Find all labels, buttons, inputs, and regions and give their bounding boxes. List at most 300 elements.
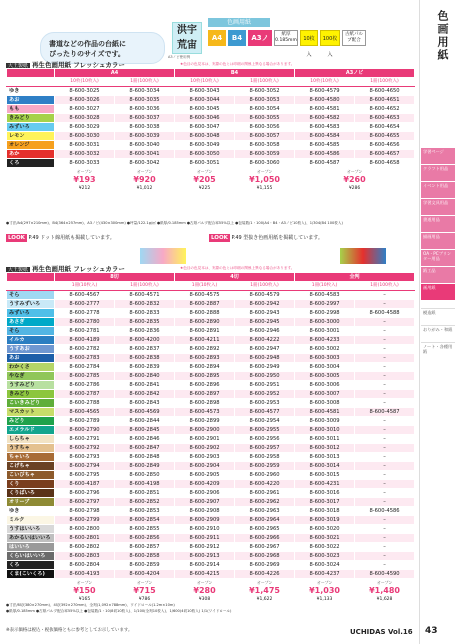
table1 bbox=[6, 68, 415, 193]
table1-color-4: みずいろ bbox=[7, 123, 55, 132]
table2-color-18: ちゃいろ bbox=[7, 453, 55, 462]
table1-code-5-4: 8-600-4584 bbox=[295, 132, 355, 141]
table1-code-8-0: 8-600-3033 bbox=[55, 159, 115, 168]
table-row bbox=[7, 327, 415, 336]
table2-code-10-4: 8-600-3006 bbox=[295, 381, 355, 390]
table2-color-19: こげちゃ bbox=[7, 462, 55, 471]
table-row bbox=[7, 123, 415, 132]
table1-open-2: オープン bbox=[196, 169, 213, 174]
table-row bbox=[7, 498, 415, 507]
table2-code-9-2: 8-600-2895 bbox=[175, 372, 235, 381]
table1-code-2-1: 8-600-3036 bbox=[115, 105, 175, 114]
table1-code-3-5: 8-600-4653 bbox=[355, 114, 415, 123]
table2-code-4-5: – bbox=[355, 327, 415, 336]
size-b4: B4 bbox=[228, 30, 246, 46]
table2-code-30-2: 8-600-2914 bbox=[175, 561, 235, 570]
table2-pack-1-0: 1冊(10枚入) bbox=[175, 282, 235, 291]
table2-code-20-3: 8-600-2960 bbox=[235, 471, 295, 480]
table2-code-4-1: 8-600-2836 bbox=[115, 327, 175, 336]
table2-code-14-3: 8-600-2954 bbox=[235, 417, 295, 426]
table2-code-27-0: 8-600-2801 bbox=[55, 534, 115, 543]
table1-code-0-2: 8-600-3043 bbox=[175, 87, 235, 96]
table1-price-val-3: ¥1,050 bbox=[249, 175, 280, 184]
table2-open-1: オープン bbox=[136, 580, 153, 585]
table2-code-5-2: 8-600-4211 bbox=[175, 336, 235, 345]
table2-code-8-5: – bbox=[355, 363, 415, 372]
table-row bbox=[7, 150, 415, 159]
table2-code-5-3: 8-600-4222 bbox=[235, 336, 295, 345]
table2-code-11-2: 8-600-2897 bbox=[175, 390, 235, 399]
table2-code-27-1: 8-600-2856 bbox=[115, 534, 175, 543]
table1-price-val-1: ¥920 bbox=[133, 175, 156, 184]
table-row bbox=[7, 534, 415, 543]
table-row bbox=[7, 426, 415, 435]
table-row bbox=[7, 417, 415, 426]
table2-color-23: オリーブ bbox=[7, 498, 55, 507]
table2-code-5-0: 8-600-4189 bbox=[55, 336, 115, 345]
table1-code-1-2: 8-600-3044 bbox=[175, 96, 235, 105]
table2-color-2: みずいろ bbox=[7, 309, 55, 318]
table2-price-1 bbox=[115, 579, 175, 604]
table2-corner bbox=[7, 273, 55, 282]
table-row bbox=[7, 390, 415, 399]
table2-code-1-4: 8-600-2997 bbox=[295, 300, 355, 309]
table1-code-4-5: 8-600-4654 bbox=[355, 123, 415, 132]
table2-code-10-5: – bbox=[355, 381, 415, 390]
table2-code-17-5: – bbox=[355, 444, 415, 453]
table1-size-1: B4 bbox=[175, 69, 295, 78]
table1-code-1-5: 8-600-4651 bbox=[355, 96, 415, 105]
table2-pack-2-0: 1冊(10枚入) bbox=[295, 282, 355, 291]
table-row bbox=[7, 435, 415, 444]
table2-code-1-5: – bbox=[355, 300, 415, 309]
table2-price-label bbox=[7, 579, 55, 604]
look-ref-2 bbox=[209, 234, 323, 241]
table2-code-19-3: 8-600-2959 bbox=[235, 462, 295, 471]
table2-price-inc-4: ¥1,133 bbox=[316, 597, 333, 602]
look-ref-1-text: P.49 ドット線用紙も掲載しています。 bbox=[28, 235, 115, 241]
table2-code-20-2: 8-600-2905 bbox=[175, 471, 235, 480]
table-row bbox=[7, 291, 415, 300]
table2-code-20-4: 8-600-3015 bbox=[295, 471, 355, 480]
table1-code-3-4: 8-600-4582 bbox=[295, 114, 355, 123]
table2-color-27: あかるいはいいろ bbox=[7, 534, 55, 543]
table1-code-4-1: 8-600-3038 bbox=[115, 123, 175, 132]
nav-0[interactable]: 学習ページ bbox=[421, 148, 455, 164]
table2-code-11-0: 8-600-2787 bbox=[55, 390, 115, 399]
table1-price-inc-1: ¥1,012 bbox=[136, 186, 153, 191]
table2-code-16-0: 8-600-2791 bbox=[55, 435, 115, 444]
table1-price-4 bbox=[295, 168, 415, 193]
table2-code-19-5: – bbox=[355, 462, 415, 471]
table1-code-0-3: 8-600-3052 bbox=[235, 87, 295, 96]
table2-code-19-4: 8-600-3014 bbox=[295, 462, 355, 471]
table1-code-3-2: 8-600-3046 bbox=[175, 114, 235, 123]
table1-pack-2-0: 10枚(10枚入) bbox=[295, 78, 355, 87]
table-row bbox=[7, 381, 415, 390]
table-row bbox=[7, 309, 415, 318]
table2-code-24-5: 8-600-4586 bbox=[355, 507, 415, 516]
table2-code-5-1: 8-600-4200 bbox=[115, 336, 175, 345]
table2-code-3-3: 8-600-2945 bbox=[235, 318, 295, 327]
table1-price-inc-0: ¥212 bbox=[78, 186, 91, 191]
table2-code-7-4: 8-600-3003 bbox=[295, 354, 355, 363]
table2-code-5-5: – bbox=[355, 336, 415, 345]
table2-code-2-5: 8-600-4588 bbox=[355, 309, 415, 318]
table1-code-4-4: 8-600-4583 bbox=[295, 123, 355, 132]
table2-color-20: こいびちゃ bbox=[7, 471, 55, 480]
sample-caption: A3ノビ使用例 bbox=[168, 55, 191, 59]
table2-code-21-0: 8-600-4187 bbox=[55, 480, 115, 489]
table1-name: 再生色画用紙 フレッシュカラー bbox=[32, 61, 125, 69]
table1-open-4: オープン bbox=[346, 169, 363, 174]
table2-code-29-2: 8-600-2913 bbox=[175, 552, 235, 561]
table-row bbox=[7, 141, 415, 150]
table2-code-15-5: – bbox=[355, 426, 415, 435]
table2-code-24-1: 8-600-2853 bbox=[115, 507, 175, 516]
table-row bbox=[7, 462, 415, 471]
table2-code-31-4: 8-600-4237 bbox=[295, 570, 355, 579]
table2-color-29: くらいはいいろ bbox=[7, 552, 55, 561]
table1-code-0-5: 8-600-4650 bbox=[355, 87, 415, 96]
table2-price-val-4: ¥1,030 bbox=[309, 586, 340, 595]
table2-code-9-0: 8-600-2785 bbox=[55, 372, 115, 381]
table-row bbox=[7, 114, 415, 123]
table2-code-7-0: 8-600-2783 bbox=[55, 354, 115, 363]
table2-code-7-2: 8-600-2893 bbox=[175, 354, 235, 363]
table2-code-10-1: 8-600-2841 bbox=[115, 381, 175, 390]
table2-code-28-2: 8-600-2912 bbox=[175, 543, 235, 552]
table2-code-2-4: 8-600-2998 bbox=[295, 309, 355, 318]
table2-code-19-0: 8-600-2794 bbox=[55, 462, 115, 471]
table2-code-3-5: – bbox=[355, 318, 415, 327]
table2-code-12-0: 8-600-2788 bbox=[55, 399, 115, 408]
table2-color-10: うすみどり bbox=[7, 381, 55, 390]
table1-price-val-4: ¥260 bbox=[343, 175, 366, 184]
table1-corner bbox=[7, 69, 55, 78]
table2-price-4 bbox=[295, 579, 355, 604]
table2-color-26: うすはいいろ bbox=[7, 525, 55, 534]
table2-code-15-2: 8-600-2900 bbox=[175, 426, 235, 435]
table2-color-8: わかくさ bbox=[7, 363, 55, 372]
table1-code-7-2: 8-600-3050 bbox=[175, 150, 235, 159]
table2-code-2-3: 8-600-2943 bbox=[235, 309, 295, 318]
table2-code-21-5: – bbox=[355, 480, 415, 489]
table2-code-2-1: 8-600-2833 bbox=[115, 309, 175, 318]
table1-code-5-3: 8-600-3057 bbox=[235, 132, 295, 141]
nav-5[interactable]: 描画用品 bbox=[421, 233, 455, 249]
table2-code-0-0: 8-600-4567 bbox=[55, 291, 115, 300]
table-row bbox=[7, 552, 415, 561]
table1-code-5-5: 8-600-4655 bbox=[355, 132, 415, 141]
table1-color-5: レモン bbox=[7, 132, 55, 141]
table2-code-29-3: 8-600-2968 bbox=[235, 552, 295, 561]
table2-code-8-1: 8-600-2839 bbox=[115, 363, 175, 372]
nav-7[interactable]: 紙工品 bbox=[421, 267, 455, 283]
table2-code-2-0: 8-600-2778 bbox=[55, 309, 115, 318]
table1-code-7-4: 8-600-4586 bbox=[295, 150, 355, 159]
table1-code-1-0: 8-600-3026 bbox=[55, 96, 115, 105]
table1-code-2-3: 8-600-3054 bbox=[235, 105, 295, 114]
table1-code-7-0: 8-600-3032 bbox=[55, 150, 115, 159]
table2-code-28-0: 8-600-2802 bbox=[55, 543, 115, 552]
table1-price-2 bbox=[175, 168, 235, 193]
table1-code-5-0: 8-600-3030 bbox=[55, 132, 115, 141]
table-row bbox=[7, 507, 415, 516]
table2-color-31: くま(こいくろ) bbox=[7, 570, 55, 579]
table2-code-3-4: 8-600-3000 bbox=[295, 318, 355, 327]
table1-code-5-2: 8-600-3048 bbox=[175, 132, 235, 141]
table2-code-18-1: 8-600-2848 bbox=[115, 453, 175, 462]
table2-code-12-4: 8-600-3008 bbox=[295, 399, 355, 408]
table1-price-label bbox=[7, 168, 55, 193]
table2-code-6-0: 8-600-2782 bbox=[55, 345, 115, 354]
table1-pack-0-1: 1冊(100枚入) bbox=[115, 78, 175, 87]
table2-code-17-1: 8-600-2847 bbox=[115, 444, 175, 453]
table2-price-val-0: ¥150 bbox=[73, 586, 96, 595]
table2-color-7: あお bbox=[7, 354, 55, 363]
table2-code-27-2: 8-600-2911 bbox=[175, 534, 235, 543]
table2-code-8-4: 8-600-3004 bbox=[295, 363, 355, 372]
table2-code-29-1: 8-600-2858 bbox=[115, 552, 175, 561]
table2-code-2-2: 8-600-2888 bbox=[175, 309, 235, 318]
table2-code-0-4: 8-600-4583 bbox=[295, 291, 355, 300]
table2-code-29-4: 8-600-3023 bbox=[295, 552, 355, 561]
table2-code-6-3: 8-600-2947 bbox=[235, 345, 295, 354]
nav-1[interactable]: クラフト用品 bbox=[421, 165, 455, 181]
table2-color-30: くろ bbox=[7, 561, 55, 570]
nav-6[interactable]: OA・PCプリンター用品 bbox=[421, 250, 455, 266]
table-row bbox=[7, 471, 415, 480]
table1-color-2: もも bbox=[7, 105, 55, 114]
table1-open-0: オープン bbox=[76, 169, 93, 174]
table1-pack-1-1: 1冊(100枚入) bbox=[235, 78, 295, 87]
nav-3[interactable]: 学習文具用品 bbox=[421, 199, 455, 215]
table2-code-19-1: 8-600-2849 bbox=[115, 462, 175, 471]
table1-code-6-1: 8-600-3040 bbox=[115, 141, 175, 150]
table2-code-14-0: 8-600-2789 bbox=[55, 417, 115, 426]
table1-pack-1-0: 10枚(10枚入) bbox=[175, 78, 235, 87]
nav-4[interactable]: 書道用品 bbox=[421, 216, 455, 232]
table1-code-3-3: 8-600-3055 bbox=[235, 114, 295, 123]
table-row bbox=[7, 363, 415, 372]
table2-code-22-3: 8-600-2961 bbox=[235, 489, 295, 498]
size-a3-nobi: A3ノビ bbox=[248, 30, 272, 46]
table2-code-24-0: 8-600-2798 bbox=[55, 507, 115, 516]
table2-code-0-1: 8-600-4571 bbox=[115, 291, 175, 300]
table2-code-0-2: 8-600-4575 bbox=[175, 291, 235, 300]
table1-code-0-0: 8-600-3025 bbox=[55, 87, 115, 96]
table2-code-21-4: 8-600-4231 bbox=[295, 480, 355, 489]
table2-code-30-3: 8-600-2969 bbox=[235, 561, 295, 570]
table2-code-11-3: 8-600-2952 bbox=[235, 390, 295, 399]
table1-code-8-3: 8-600-3060 bbox=[235, 159, 295, 168]
table2-code-10-2: 8-600-2896 bbox=[175, 381, 235, 390]
table2-code-4-4: 8-600-3001 bbox=[295, 327, 355, 336]
table2-code-28-1: 8-600-2857 bbox=[115, 543, 175, 552]
table-row bbox=[7, 570, 415, 579]
table2-code-31-3: 8-600-4226 bbox=[235, 570, 295, 579]
table2-code-26-0: 8-600-2800 bbox=[55, 525, 115, 534]
table2-code-23-3: 8-600-2962 bbox=[235, 498, 295, 507]
table-row bbox=[7, 489, 415, 498]
table2-code-3-2: 8-600-2890 bbox=[175, 318, 235, 327]
table2-code-22-2: 8-600-2906 bbox=[175, 489, 235, 498]
table2-code-7-5: – bbox=[355, 354, 415, 363]
table-row bbox=[7, 336, 415, 345]
table1-color-0: ゆき bbox=[7, 87, 55, 96]
table2-code-22-4: 8-600-3016 bbox=[295, 489, 355, 498]
table1-code-8-5: 8-600-4658 bbox=[355, 159, 415, 168]
table2-pack-2-1: 1冊(100枚入) bbox=[355, 282, 415, 291]
nav-11[interactable]: ノート・各種用紙 bbox=[421, 342, 455, 358]
table2-code-8-2: 8-600-2894 bbox=[175, 363, 235, 372]
table1-color-6: オレンジ bbox=[7, 141, 55, 150]
section-title: 色画用紙 bbox=[436, 10, 449, 62]
table2-code-9-3: 8-600-2950 bbox=[235, 372, 295, 381]
table2-code-20-0: 8-600-2795 bbox=[55, 471, 115, 480]
table2-color-6: うすあお bbox=[7, 345, 55, 354]
table-row bbox=[7, 159, 415, 168]
nav-9[interactable]: 模造紙 bbox=[421, 308, 455, 324]
nav-2[interactable]: イベント用品 bbox=[421, 182, 455, 198]
nav-10[interactable]: おりがみ・和紙 bbox=[421, 325, 455, 341]
pack-10: 10枚入 bbox=[300, 30, 318, 46]
table1-code-3-1: 8-600-3037 bbox=[115, 114, 175, 123]
table2-code-23-1: 8-600-2852 bbox=[115, 498, 175, 507]
table2-code-17-0: 8-600-2792 bbox=[55, 444, 115, 453]
table1-color-8: くろ bbox=[7, 159, 55, 168]
table2-color-13: マスカット bbox=[7, 408, 55, 417]
table1-code-7-3: 8-600-3059 bbox=[235, 150, 295, 159]
table2-code-13-1: 8-600-4569 bbox=[115, 408, 175, 417]
table2-color-14: みどり bbox=[7, 417, 55, 426]
table2-code-12-3: 8-600-2953 bbox=[235, 399, 295, 408]
table-row bbox=[7, 87, 415, 96]
look-ref-1 bbox=[6, 234, 115, 241]
table2-price-inc-0: ¥165 bbox=[78, 597, 91, 602]
table2-color-0: そら bbox=[7, 291, 55, 300]
table1-code-0-4: 8-600-4579 bbox=[295, 87, 355, 96]
table2-code-3-0: 8-600-2780 bbox=[55, 318, 115, 327]
dot-paper-sample bbox=[140, 248, 186, 264]
catalog-brand: UCHIDAS Vol.16 bbox=[350, 628, 413, 636]
table2-code-26-1: 8-600-2855 bbox=[115, 525, 175, 534]
table2-code-13-4: 8-600-4581 bbox=[295, 408, 355, 417]
table2-price-inc-1: ¥786 bbox=[138, 597, 151, 602]
table2-price-0 bbox=[55, 579, 115, 604]
table1-price-0 bbox=[55, 168, 115, 193]
table2-footnote-2: ●紙厚/0.185mm ●古紙パルプ配合率55%以上 ●包装数/1・10(8切10枚入)、1/100(全判10枚入)、1/600(4切10枚入) 1/1(ワイドロール) bbox=[6, 609, 232, 613]
table2-code-1-1: 8-600-2832 bbox=[115, 300, 175, 309]
table2-price-inc-5: ¥1,628 bbox=[376, 597, 393, 602]
table1-open-3: オープン bbox=[256, 169, 273, 174]
table2-code-0-5: – bbox=[355, 291, 415, 300]
table1-code-8-2: 8-600-3051 bbox=[175, 159, 235, 168]
table2-open-2: オープン bbox=[196, 580, 213, 585]
table2-code-20-5: – bbox=[355, 471, 415, 480]
table1-code-3-0: 8-600-3028 bbox=[55, 114, 115, 123]
table2-code-29-5: – bbox=[355, 552, 415, 561]
table1-price-inc-3: ¥1,155 bbox=[256, 186, 273, 191]
table1-price-val-2: ¥205 bbox=[193, 175, 216, 184]
table2-name: 再生色画用紙 フレッシュカラー bbox=[32, 265, 125, 273]
table2-price-inc-3: ¥1,622 bbox=[256, 597, 273, 602]
page-number: 43 bbox=[425, 626, 438, 636]
table2-code-21-1: 8-600-4198 bbox=[115, 480, 175, 489]
table2-code-15-3: 8-600-2955 bbox=[235, 426, 295, 435]
table2-code-13-3: 8-600-4577 bbox=[235, 408, 295, 417]
table2-code-6-4: 8-600-3002 bbox=[295, 345, 355, 354]
table1-code-5-1: 8-600-3039 bbox=[115, 132, 175, 141]
table2-code-26-4: 8-600-3020 bbox=[295, 525, 355, 534]
pulp-chip: 古紙パルプ配合 bbox=[342, 30, 366, 46]
table1-code-6-5: 8-600-4656 bbox=[355, 141, 415, 150]
table2-code-4-0: 8-600-2781 bbox=[55, 327, 115, 336]
table2-code-23-2: 8-600-2907 bbox=[175, 498, 235, 507]
table1-pack-0-0: 10枚(10枚入) bbox=[55, 78, 115, 87]
table2-code-15-4: 8-600-3010 bbox=[295, 426, 355, 435]
table1-pack-2-1: 1冊(100枚入) bbox=[355, 78, 415, 87]
table2-code-6-1: 8-600-2837 bbox=[115, 345, 175, 354]
table1-brand: 大王製紙 bbox=[8, 63, 29, 69]
table-row bbox=[7, 300, 415, 309]
table2-color-21: くり bbox=[7, 480, 55, 489]
table2-code-24-4: 8-600-3018 bbox=[295, 507, 355, 516]
table1-code-1-4: 8-600-4580 bbox=[295, 96, 355, 105]
intro-line-1: 書道などの作品の台紙に bbox=[49, 40, 126, 48]
table2-brand: 大王製紙 bbox=[8, 267, 29, 273]
table2-code-17-3: 8-600-2957 bbox=[235, 444, 295, 453]
table2-code-16-5: – bbox=[355, 435, 415, 444]
table2-code-18-5: – bbox=[355, 453, 415, 462]
table2-code-22-5: – bbox=[355, 489, 415, 498]
table2-code-10-3: 8-600-2951 bbox=[235, 381, 295, 390]
table1-code-2-2: 8-600-3045 bbox=[175, 105, 235, 114]
table-row bbox=[7, 372, 415, 381]
nav-8[interactable]: 画用紙 bbox=[421, 284, 455, 300]
table-row bbox=[7, 408, 415, 417]
table2-color-28: はいいろ bbox=[7, 543, 55, 552]
table2-code-9-4: 8-600-3005 bbox=[295, 372, 355, 381]
table2-code-23-5: – bbox=[355, 498, 415, 507]
table-row bbox=[7, 444, 415, 453]
table2-code-8-3: 8-600-2949 bbox=[235, 363, 295, 372]
table2-code-9-1: 8-600-2840 bbox=[115, 372, 175, 381]
table2-price-2 bbox=[175, 579, 235, 604]
table1-color-3: きみどり bbox=[7, 114, 55, 123]
table2-code-26-2: 8-600-2910 bbox=[175, 525, 235, 534]
table2 bbox=[6, 272, 415, 604]
table1-code-1-1: 8-600-3035 bbox=[115, 96, 175, 105]
table1-footnote: ●寸法/A4(297×210mm)、B4(364×257mm)、A3ノビ(430×300mm) ●坪量/122.1g/㎡ ●紙厚/0.185mm ●古紙パルプ配合率55%以上 ●包装数/1・100(A4・B4・A3ノビ10枚入)、1/304(B4 100枚入) bbox=[6, 221, 343, 225]
table2-code-17-2: 8-600-2902 bbox=[175, 444, 235, 453]
table1-price-1 bbox=[115, 168, 175, 193]
table1-code-6-3: 8-600-3058 bbox=[235, 141, 295, 150]
table2-color-15: エメラルド bbox=[7, 426, 55, 435]
table2-code-23-4: 8-600-3017 bbox=[295, 498, 355, 507]
calligraphy-sample: 洪宇荒宙 bbox=[172, 22, 202, 54]
footer-note: ※表示価格は税込・税抜価格ともに参考としてお示しています。 bbox=[6, 628, 133, 633]
table2-code-4-3: 8-600-2946 bbox=[235, 327, 295, 336]
table2-code-6-2: 8-600-2892 bbox=[175, 345, 235, 354]
table2-code-18-3: 8-600-2958 bbox=[235, 453, 295, 462]
table2-code-4-2: 8-600-2891 bbox=[175, 327, 235, 336]
table-row bbox=[7, 132, 415, 141]
table2-code-3-1: 8-600-2835 bbox=[115, 318, 175, 327]
table2-code-5-4: 8-600-4233 bbox=[295, 336, 355, 345]
table2-price-5 bbox=[355, 579, 415, 604]
